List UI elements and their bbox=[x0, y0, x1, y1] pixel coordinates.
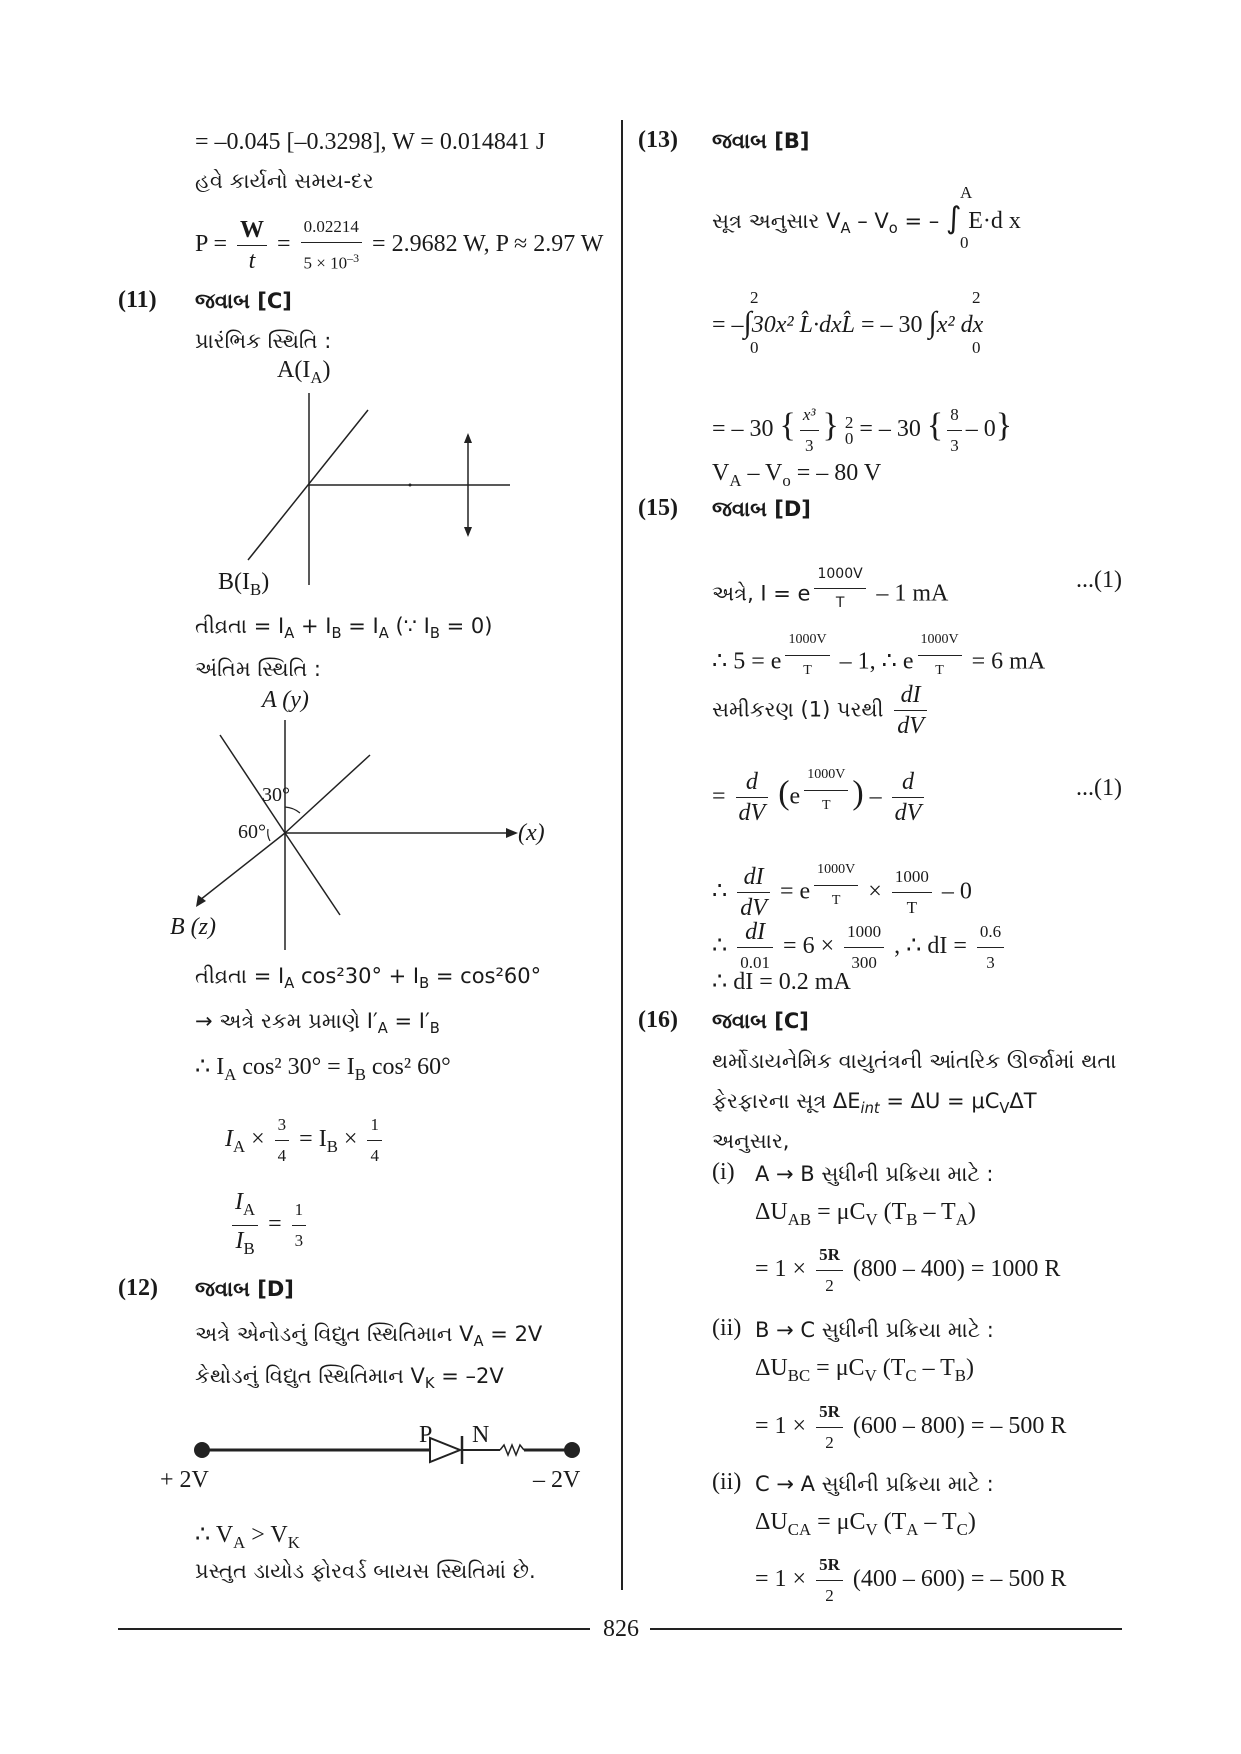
q16-i-result: = 1 × $\frac{5R}{2}$ (800 – 400) = 1000 R bbox=[755, 1240, 1060, 1301]
q15-answer: જવાબ [D] bbox=[712, 497, 811, 521]
q11-initial-label: પ્રારંભિક સ્થિતિ : bbox=[195, 329, 332, 353]
q13-line-1: સૂત્ર અનુસાર $V_A - V_o$ = – ∫ E·d x bbox=[712, 201, 1021, 238]
q15-line-7: ∴ dI = 0.2 mA bbox=[712, 969, 851, 995]
q16-iii-eq: $\Delta U_{CA} = \mu C_V$ $(T_A - T_C)$ bbox=[755, 1509, 976, 1539]
q11-intensity-1: તીવ્રતા = $I_A + I_B = I_A$ (∵ $I_B = 0$) bbox=[195, 614, 493, 643]
q12-last-line: પ્રસ્તુત ડાયોડ ફોરવર્ડ બાયસ સ્થિતિમાં છે. bbox=[195, 1559, 536, 1583]
angle-60: 60° bbox=[238, 821, 266, 843]
final-state-diagram bbox=[160, 715, 560, 955]
diode-circuit bbox=[190, 1430, 590, 1470]
axis-label-B: B (z) bbox=[170, 914, 216, 940]
q11-eq-2: $I_A$ × $\frac{3}{4}$ = $I_B$ × $\frac{1}{4}$ bbox=[225, 1110, 386, 1171]
angle-30: 30° bbox=[262, 784, 290, 806]
q16-iii-result: = 1 × $\frac{5R}{2}$ (400 – 600) = – 500 R bbox=[755, 1550, 1066, 1611]
q15-line-6: ∴ $\frac{dI}{0.01}$ = 6 × $\frac{1000}{300}$ , ∴ dI = $\frac{0.6}{3}$ bbox=[712, 917, 1008, 978]
left-line-1: = –0.045 [–0.3298], W = 0.014841 J bbox=[195, 129, 546, 155]
footer-rule-left bbox=[118, 1628, 590, 1630]
q15-tag-2: ...(1) bbox=[1076, 775, 1122, 801]
q11-number: (11) bbox=[118, 287, 157, 313]
q12-conclusion: ∴ $V_A > V_K$ bbox=[195, 1522, 300, 1552]
q16-number: (16) bbox=[638, 1007, 678, 1033]
q12-line-1: અત્રે એનોડનું વિદ્યુત સ્થિતિમાન $V_A = 2V$ bbox=[195, 1322, 543, 1351]
q15-tag-1: ...(1) bbox=[1076, 567, 1122, 593]
footer-rule-right bbox=[650, 1628, 1122, 1630]
q13-int3-bot: 0 bbox=[972, 338, 981, 357]
q11-final-label: અંતિમ સ્થિતિ : bbox=[195, 657, 321, 681]
q16-ii-label: (ii) bbox=[712, 1315, 742, 1341]
q15-line-3: સમીકરણ (1) પરથી $\frac{dI}{dV}$ bbox=[712, 680, 931, 741]
q13-answer: જવાબ [B] bbox=[712, 129, 810, 153]
q15-line-4: = $\frac{d}{dV}$ (e $^{\frac{1000V}{T}}$ ) – $\frac{d}{dV}$ bbox=[712, 760, 928, 828]
diode-N: N bbox=[472, 1422, 490, 1448]
q16-iii-label: (ii) bbox=[712, 1469, 742, 1495]
q15-line-5: ∴ $\frac{dI}{dV}$ = e $^{\frac{1000V}{T}}$ × $\frac{1000}{T}$ – 0 bbox=[712, 855, 972, 923]
q11-label-B: $B(I_B)$ bbox=[218, 569, 270, 599]
q13-number: (13) bbox=[638, 127, 678, 153]
q16-ii-text: B → C સુધીની પ્રક્રિયા માટે : bbox=[755, 1318, 994, 1342]
diode-P: P bbox=[419, 1422, 433, 1448]
column-divider bbox=[621, 120, 623, 1590]
axis-label-A: A (y) bbox=[262, 687, 309, 713]
q11-label-A: $A(I_A)$ bbox=[277, 357, 331, 387]
q11-intensity-2: તીવ્રતા = $I_A$ $\cos^230^\circ + I_B = \cos^260^\circ$ bbox=[195, 964, 542, 993]
q12-answer: જવાબ [D] bbox=[195, 1277, 294, 1301]
q16-ii-eq: $\Delta U_{BC} = \mu C_V$ $(T_C - T_B)$ bbox=[755, 1355, 974, 1385]
q13-int2-top: 2 bbox=[750, 288, 759, 307]
q12-number: (12) bbox=[118, 1275, 158, 1301]
q16-i-eq: $\Delta U_{AB} = \mu C_V$ $(T_B - T_A)$ bbox=[755, 1199, 976, 1229]
q13-line-2: = –∫30x² L̂·dxL̂ = – 30 ∫x² dx bbox=[712, 306, 984, 339]
q16-ii-result: = 1 × $\frac{5R}{2}$ (600 – 800) = – 500 R bbox=[755, 1397, 1066, 1458]
q13-result: $V_A - V_o$ = – 80 V bbox=[712, 460, 882, 490]
page-number: 826 bbox=[603, 1616, 639, 1642]
q11-eq-1: ∴ $I_A$ cos² $30^\circ = I_B$ cos² 60° bbox=[195, 1054, 451, 1084]
q13-int3-top: 2 bbox=[972, 288, 981, 307]
power-equation: P = $\frac{W}{t}$ = $\frac{0.02214}{5 \times 10^{-3}}$ = 2.9682 W, P ≈ 2.97 W bbox=[195, 212, 603, 279]
left-line-2: હવે કાર્યનો સમય-દર bbox=[195, 169, 374, 193]
q16-i-text: A → B સુધીની પ્રક્રિયા માટે : bbox=[755, 1162, 994, 1186]
q13-line-3: = – 30 { $\frac{\text{x³}}{3}$ } 2 0 = – 30 { $\frac{8}{3}$ – 0} bbox=[712, 400, 1012, 461]
axis-label-x: (x) bbox=[518, 820, 545, 846]
diode-plus-2V: + 2V bbox=[160, 1467, 209, 1493]
q13-int-bot: 0 bbox=[960, 233, 969, 252]
q13-int2-bot: 0 bbox=[750, 338, 759, 357]
q11-answer: જવાબ [C] bbox=[195, 289, 292, 313]
diode-minus-2V: – 2V bbox=[533, 1467, 581, 1493]
initial-state-diagram bbox=[200, 385, 520, 595]
q11-ratio: $\frac{I_A}{I_B}$ = $\frac{1}{3}$ bbox=[228, 1187, 310, 1264]
q16-para-3: અનુસાર, bbox=[712, 1129, 790, 1153]
q12-line-2: કેથોડનું વિદ્યુત સ્થિતિમાન $V_K = -2V$ bbox=[195, 1364, 504, 1393]
q15-line-2: ∴ 5 = e $^{\frac{1000V}{T}}$ – 1, ∴ e $^{\frac{1000V}{T}}$ = 6 mA bbox=[712, 625, 1045, 686]
q16-para-1: થર્મોડાયનેમિક વાયુતંત્રની આંતરિક ઊર્જામાં થતા bbox=[712, 1049, 1117, 1073]
q16-para-2: ફેરફારના સૂત્ર $\Delta E_{int} = \Delta U = \mu C_V\Delta T$ bbox=[712, 1089, 1037, 1118]
q16-answer: જવાબ [C] bbox=[712, 1009, 809, 1033]
q13-int-top: A bbox=[960, 183, 973, 202]
q11-arrow-line: → અત્રે રકમ પ્રમાણે $I'_A = I'_B$ bbox=[195, 1009, 440, 1038]
q15-number: (15) bbox=[638, 495, 678, 521]
q16-i-label: (i) bbox=[712, 1159, 735, 1185]
q16-iii-text: C → A સુધીની પ્રક્રિયા માટે : bbox=[755, 1472, 994, 1496]
q15-line-1: અત્રે, I = e $^{\frac{1000V}{T}}$ – 1 mA bbox=[712, 560, 948, 617]
